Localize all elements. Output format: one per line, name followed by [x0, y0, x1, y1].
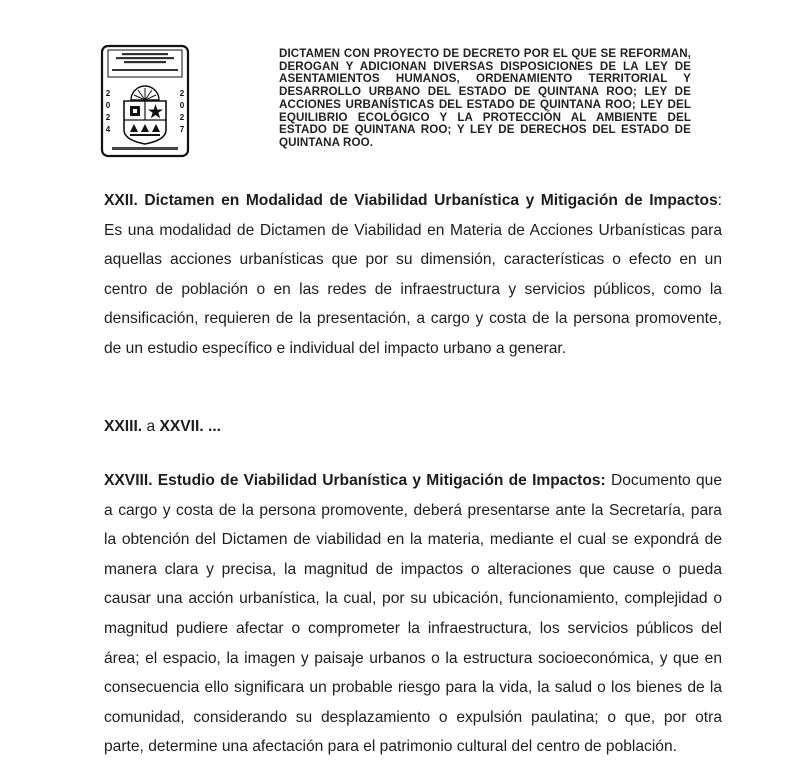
section-xxviii-heading: XXVIII. Estudio de Viabilidad Urbanística y Mitigación de Impactos: — [104, 472, 606, 489]
congress-seal-logo — [100, 44, 190, 158]
svg-text:7: 7 — [179, 125, 185, 134]
section-xxviii — [104, 466, 722, 762]
section-xxviii-body: Documento que a cargo y costa de la persona promovente, deberá presentarse ante la Secretaría, para la obtención del Dictamen de viabilidad en la materia, mediante el cual se expondrá de manera clara y precisa, la magnitud de impactos o alteraciones que cause o pueda causar una acción urbanística, la cual, por su ubicación, funcionamiento, complejidad o magnitud pudiere afectar o comprometer la infraestructura, los servicios públicos del área; el espacio, la imagen y paisaje urbanos o la estructura socioeconómica, y que en consecuencia ello significara un probable riesgo para la vida, la salud o los bienes de la comunidad, considerando su desplazamiento o expulsión paulatina; o que, por otra parte, determine una afectación para el patrimonio cultural del centro de población. — [104, 472, 722, 756]
svg-text:2: 2 — [105, 113, 111, 122]
section-xxvii-label: XXVII. ... — [159, 418, 222, 435]
section-xxiii-xxvii — [104, 412, 722, 442]
svg-text:2: 2 — [105, 89, 111, 98]
svg-text:2: 2 — [179, 113, 185, 122]
svg-text:0: 0 — [179, 101, 185, 110]
document-header-title: DICTAMEN CON PROYECTO DE DECRETO POR EL QUE SE REFORMAN, DEROGAN Y ADICIONAN DIVERSAS DISPOSICIONES DE LA LEY DE ASENTAMIENTOS HUMANOS, ORDENAMIENTO TERRITORIAL Y DESARROLLO URBANO DEL ESTADO DE QUINTANA ROO; LEY DE ACCIONES URBANÍSTICAS DEL ESTADO DE QUINTANA ROO; LEY DEL EQUILIBRIO ECOLÓGICO Y LA PROTECCIÓN AL AMBIENTE DEL ESTADO DE QUINTANA ROO; Y LEY DE DERECHOS DEL ESTADO DE QUINTANA ROO. — [279, 47, 691, 149]
section-xxii — [104, 186, 722, 364]
svg-text:0: 0 — [105, 101, 111, 110]
section-xxii-heading: XXII. Dictamen en Modalidad de Viabilidad Urbanística y Mitigación de Impactos — [104, 192, 718, 209]
section-xxiii-label: XXIII. — [104, 418, 143, 435]
section-xxii-body: : Es una modalidad de Dictamen de Viabilidad en Materia de Acciones Urbanísticas para aquellas acciones urbanísticas que por su dimensión, características o efecto en un centro de población o en las redes de infraestructura y servicios públicos, como la densificación, requieren de la presentación, a cargo y costa de la persona promovente, de un estudio específico e individual del impacto urbano a generar. — [104, 192, 722, 357]
svg-text:4: 4 — [105, 125, 111, 134]
range-connector: a — [142, 418, 160, 435]
svg-text:2: 2 — [179, 89, 185, 98]
